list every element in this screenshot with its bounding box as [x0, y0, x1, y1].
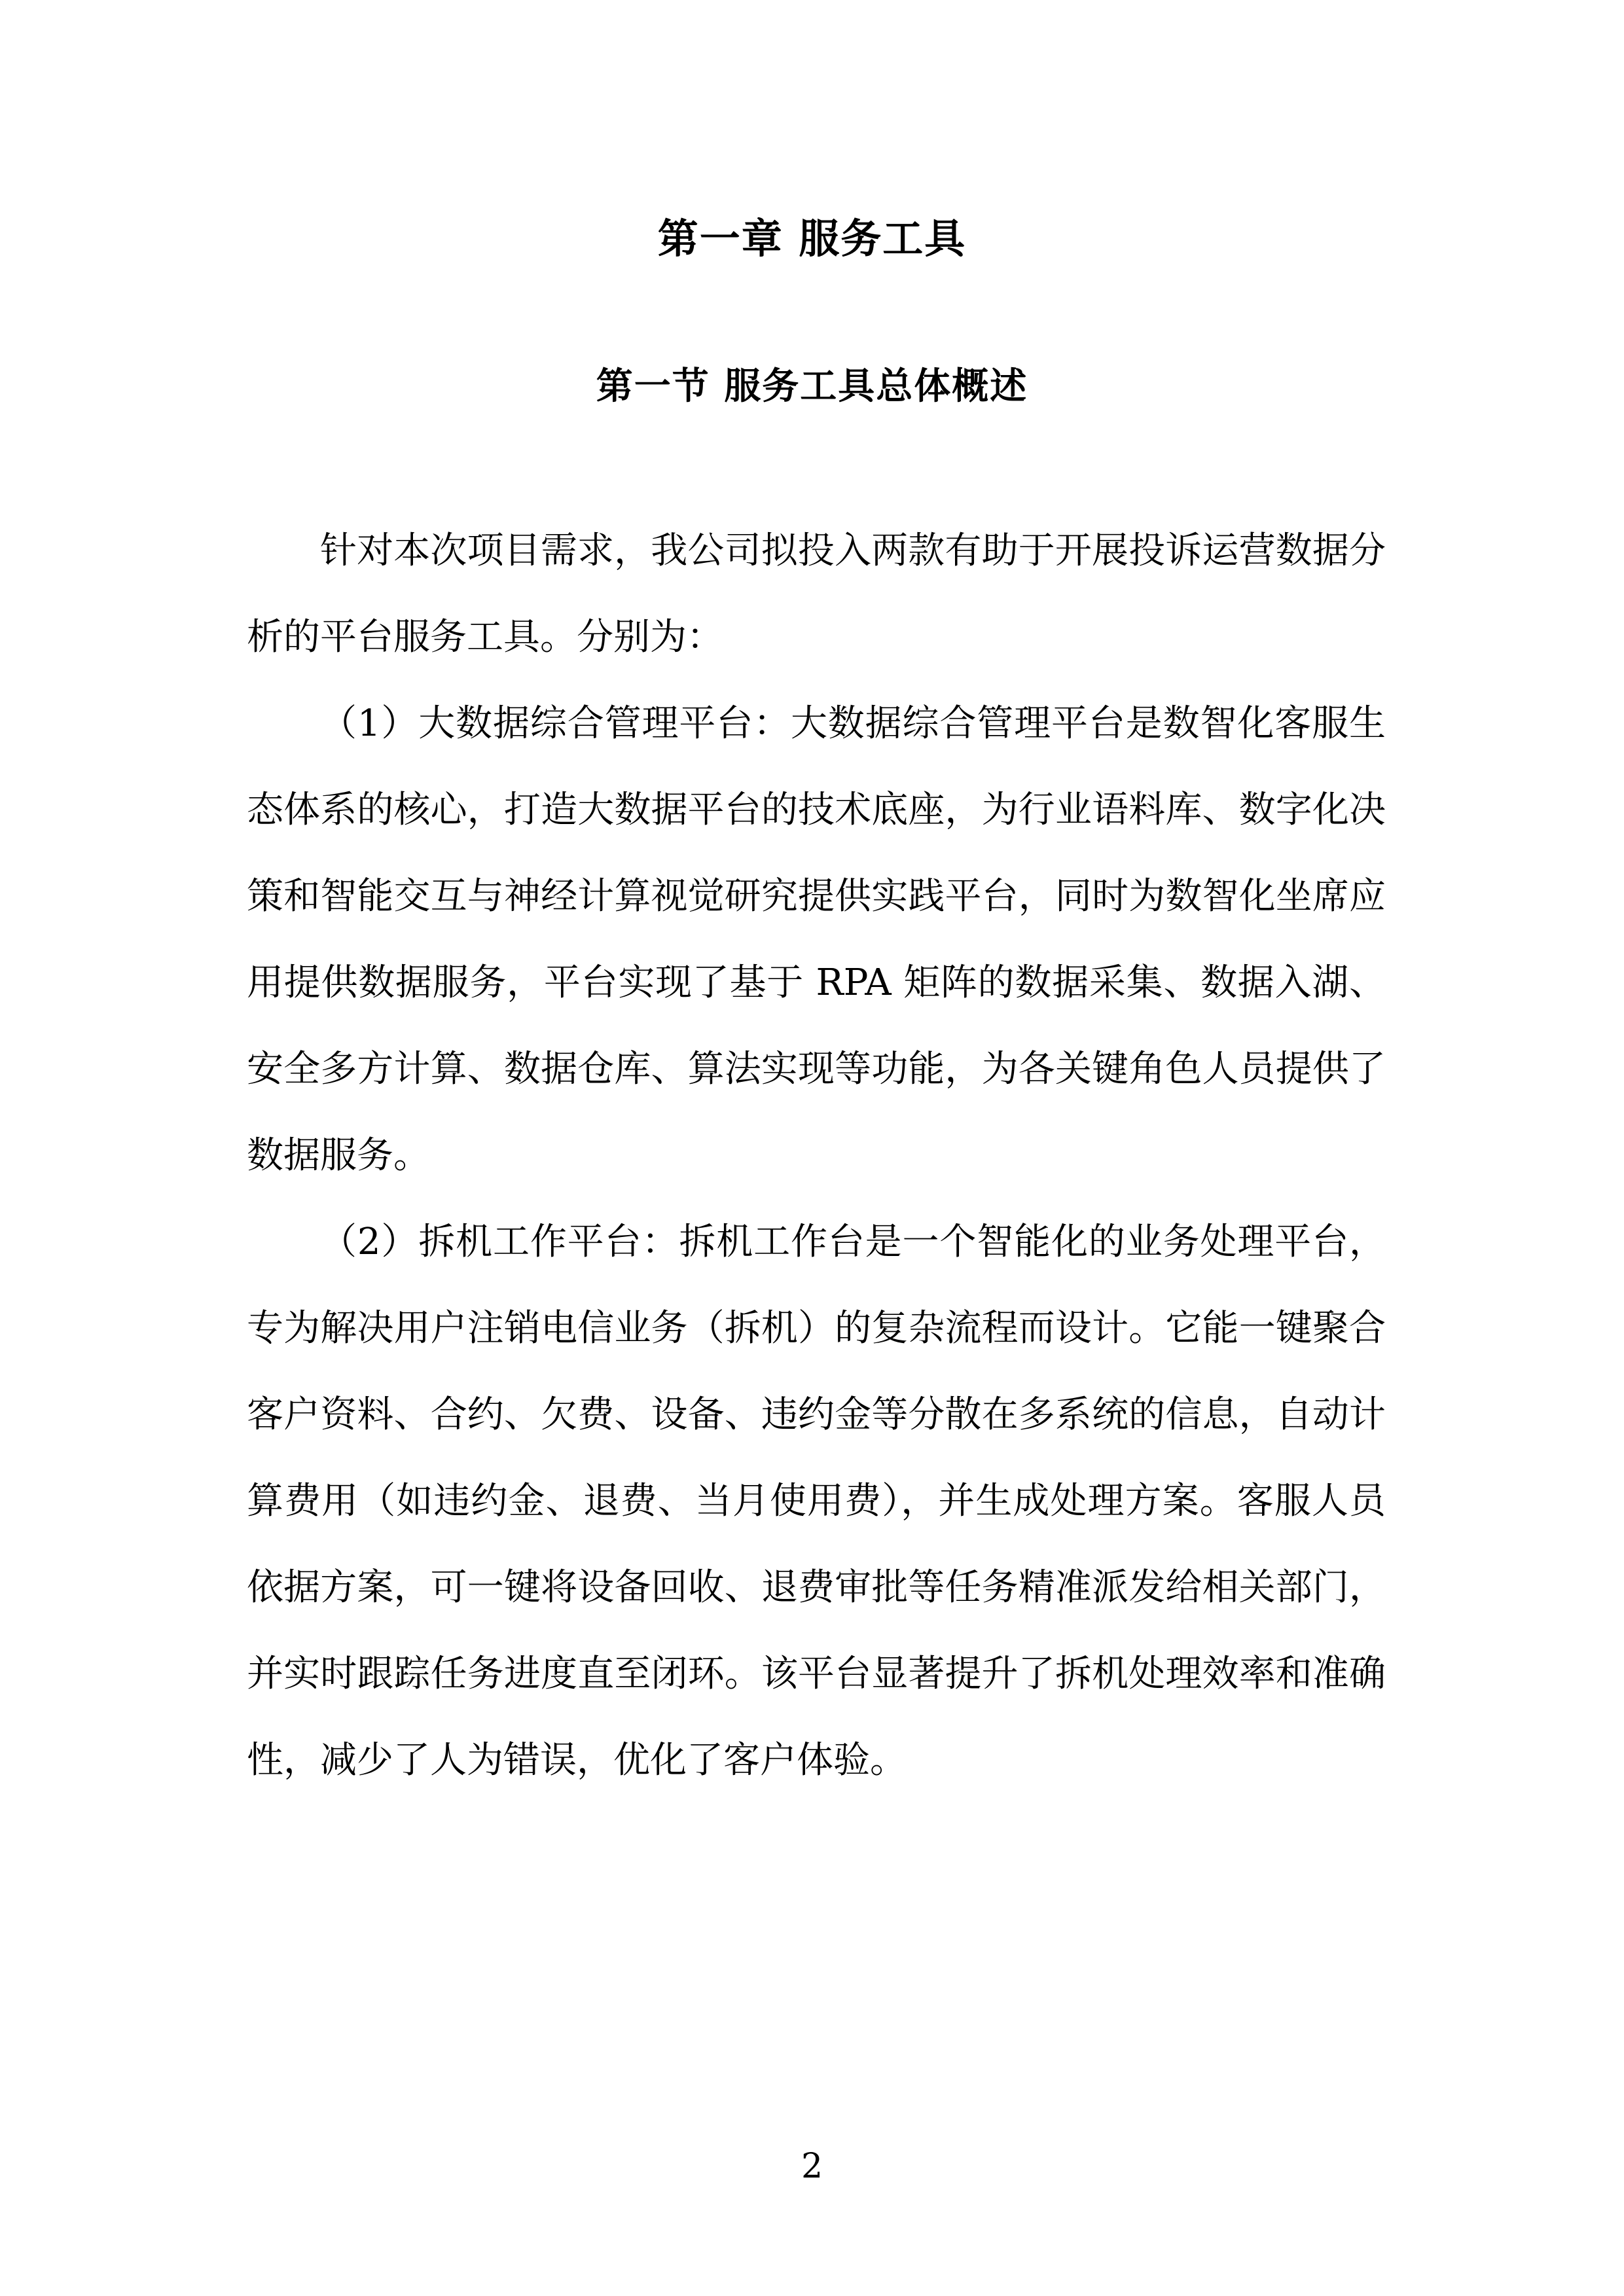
- paragraph-intro: 针对本次项目需求，我公司拟投入两款有助于开展投诉运营数据分析的平台服务工具。分别为：: [247, 529, 1386, 658]
- section-title: 第一节 服务工具总体概述: [596, 365, 1028, 408]
- paragraph-big-data-platform: （1）大数据综合管理平台：大数据综合管理平台是数智化客服生态体系的核心，打造大数据平台的技术底座，为行业语料库、数字化决策和智能交互与神经计算视觉研究提供实践平台，同时为数智化坐席应用提供数据服务，平台实现了基于 RPA 矩阵的数据采集、数据入湖、安全多方计算、数据仓库、算法实现等功能，为各关键角色人员提供了数据服务。: [247, 702, 1386, 1177]
- body-text: [247, 508, 1386, 1804]
- chapter-title: 第一章 服务工具: [657, 215, 967, 262]
- page-number: 2: [801, 2147, 823, 2186]
- paragraph-disconnection-platform: （2）拆机工作平台：拆机工作台是一个智能化的业务处理平台，专为解决用户注销电信业务（拆机）的复杂流程而设计。它能一键聚合客户资料、合约、欠费、设备、违约金等分散在多系统的信息，自动计算费用（如违约金、退费、当月使用费），并生成处理方案。客服人员依据方案，可一键将设备回收、退费审批等任务精准派发给相关部门，并实时跟踪任务进度直至闭环。该平台显著提升了拆机处理效率和准确性，减少了人为错误，优化了客户体验。: [247, 1221, 1386, 1782]
